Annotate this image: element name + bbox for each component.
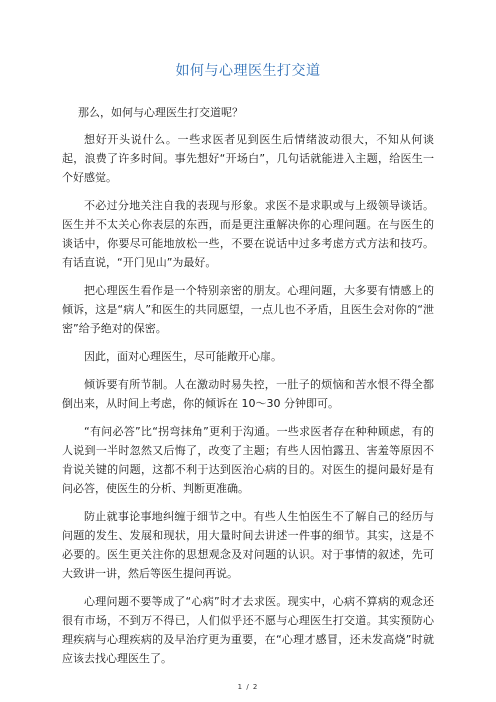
page-number: 1 / 2	[237, 683, 259, 691]
paragraph: 把心理医生看作是一个特别亲密的朋友。心理问题，大多要有情感上的倾诉，这是“病人”和医生的共同愿望，一点儿也不矛盾，且医生会对你的“泄密”给予绝对的保密。	[62, 284, 434, 335]
paragraph: 想好开头说什么。一些求医者见到医生后情绪波动很大，不知从何谈起，浪费了许多时间。事先想好“开场白”，几句话就能进入主题，给医生一个好感觉。	[62, 133, 434, 184]
paragraph: 因此，面对心理医生，尽可能敞开心扉。	[84, 350, 282, 363]
paragraph: 防止就事论事地纠缠于细节之中。有些人生怕医生不了解自己的经历与问题的发生、发展和现状，用大量时间去讲述一件事的细节。其实，这是不必要的。医生更关注你的思想观念及对问题的认识。对于事情的叙述，先可大致讲一讲，然后等医生提问再说。	[62, 510, 434, 580]
document-body	[62, 103, 434, 677]
paragraph: 心理问题不要等成了“心病”时才去求医。现实中，心病不算病的观念还很有市场，不到万不得已，人们似乎还不愿与心理医生打交道。其实预防心理疾病与心理疾病的及早治疗更为重要，在“心理才感冒，还未发高烧”时就应该去找心理医生了。	[62, 595, 434, 665]
paragraph: 不必过分地关注自我的表现与形象。求医不是求职或与上级领导谈话。医生并不太关心你表层的东西，而是更注重解决你的心理问题。在与医生的谈话中，你要尽可能地放松一些，不要在说话中过多考虑方式方法和技巧。有话直说，“开门见山”为最好。	[62, 199, 434, 269]
intro-paragraph: 那么，如何与心理医生打交道呢？	[78, 106, 243, 119]
paragraph: 倾诉要有所节制。人在激动时易失控，一肚子的烦恼和苦水恨不得全都倒出来，从时间上考虑，你的倾诉在 10～30 分钟即可。	[62, 378, 434, 410]
paragraph: “有问必答”比“拐弯抹角”更利于沟通。一些求医者存在种种顾虑，有的人说到一半时忽然又后悔了，改变了主题；有些人因怕露丑、害羞等原因不肯说关键的问题，这都不利于达到医治心病的目的。对医生的提问最好是有问必答，使医生的分析、判断更准确。	[62, 425, 434, 495]
document-title: 如何与心理医生打交道	[175, 63, 321, 79]
